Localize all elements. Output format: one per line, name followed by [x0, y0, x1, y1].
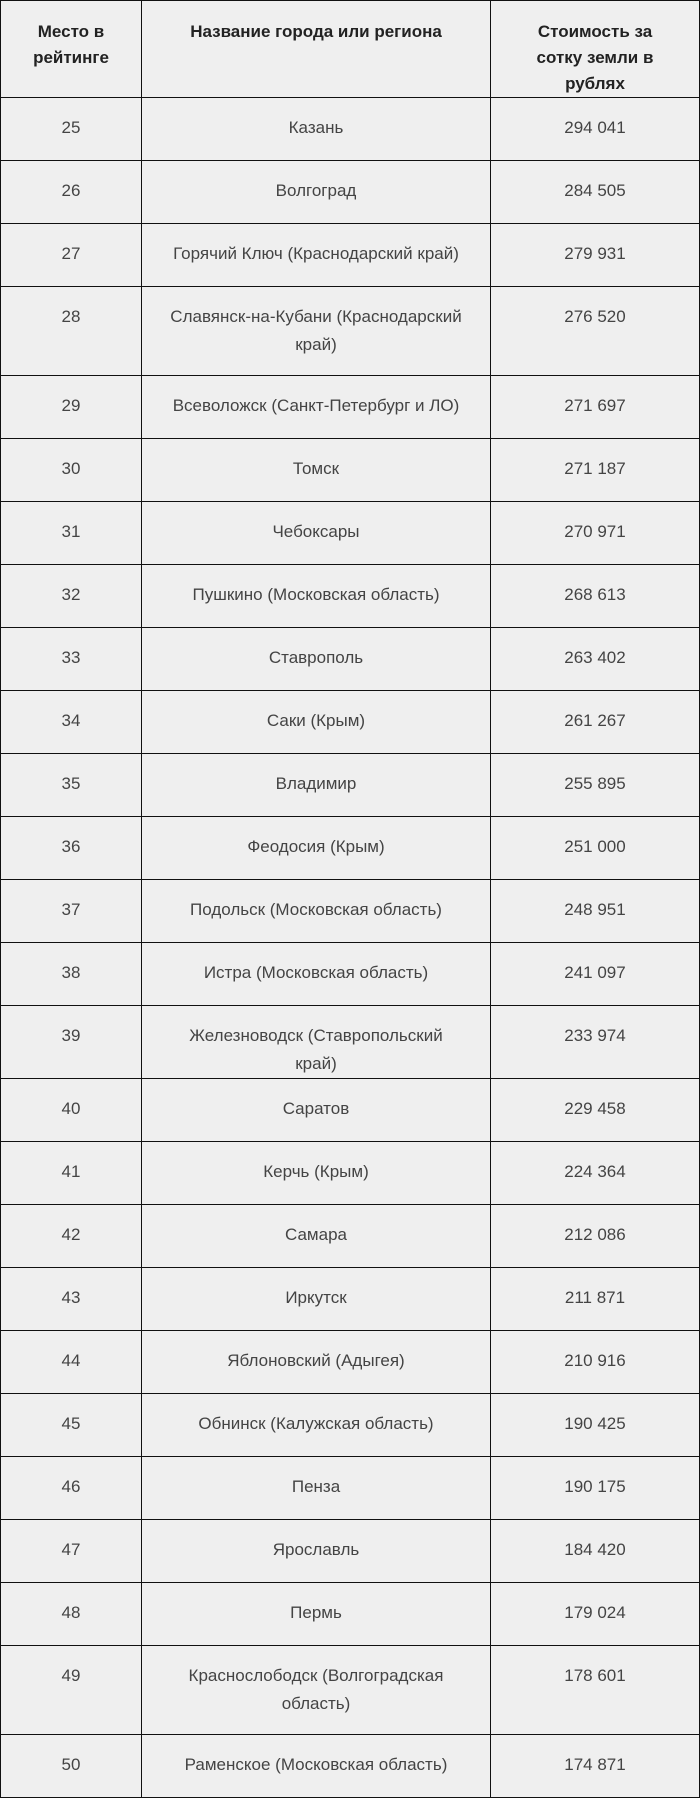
price-cell: 211 871 [491, 1268, 700, 1331]
city-cell: Саратов [142, 1079, 491, 1142]
price-cell: 261 267 [491, 691, 700, 754]
rank-cell: 40 [1, 1079, 142, 1142]
city-cell: Ярославль [142, 1520, 491, 1583]
table-row [1, 161, 700, 224]
rank-cell: 29 [1, 376, 142, 439]
rank-cell: 50 [1, 1735, 142, 1798]
price-cell: 224 364 [491, 1142, 700, 1205]
price-cell: 255 895 [491, 754, 700, 817]
table-row [1, 376, 700, 439]
price-cell: 279 931 [491, 224, 700, 287]
rank-cell: 34 [1, 691, 142, 754]
table-row [1, 1583, 700, 1646]
rank-cell: 42 [1, 1205, 142, 1268]
city-cell: Пенза [142, 1457, 491, 1520]
price-cell: 276 520 [491, 287, 700, 376]
table-row [1, 1268, 700, 1331]
table-row [1, 1006, 700, 1079]
rank-cell: 43 [1, 1268, 142, 1331]
rank-cell: 27 [1, 224, 142, 287]
price-cell: 251 000 [491, 817, 700, 880]
rank-cell: 35 [1, 754, 142, 817]
rank-cell: 32 [1, 565, 142, 628]
table-row [1, 1079, 700, 1142]
price-cell: 294 041 [491, 98, 700, 161]
table-row [1, 691, 700, 754]
table-row [1, 1205, 700, 1268]
price-cell: 174 871 [491, 1735, 700, 1798]
price-cell: 233 974 [491, 1006, 700, 1079]
city-cell: Иркутск [142, 1268, 491, 1331]
city-cell: Ставрополь [142, 628, 491, 691]
rank-cell: 45 [1, 1394, 142, 1457]
city-cell: Всеволожск (Санкт-Петербург и ЛО) [142, 376, 491, 439]
price-cell: 284 505 [491, 161, 700, 224]
table-row [1, 1394, 700, 1457]
city-cell: Саки (Крым) [142, 691, 491, 754]
header-row [1, 1, 700, 98]
table-row [1, 1520, 700, 1583]
city-cell: Горячий Ключ (Краснодарский край) [142, 224, 491, 287]
price-cell: 263 402 [491, 628, 700, 691]
table-row [1, 1142, 700, 1205]
city-cell: Пушкино (Московская область) [142, 565, 491, 628]
city-cell: Самара [142, 1205, 491, 1268]
price-cell: 210 916 [491, 1331, 700, 1394]
price-cell: 241 097 [491, 943, 700, 1006]
header-rank: Место в рейтинге [1, 1, 142, 98]
header-price: Стоимость за сотку земли в рублях [491, 1, 700, 98]
price-cell: 179 024 [491, 1583, 700, 1646]
table-row [1, 1331, 700, 1394]
table-row [1, 880, 700, 943]
price-cell: 271 697 [491, 376, 700, 439]
table-row [1, 628, 700, 691]
table-row [1, 565, 700, 628]
table-row [1, 1646, 700, 1735]
table-row [1, 224, 700, 287]
rank-cell: 46 [1, 1457, 142, 1520]
city-cell: Раменское (Московская область) [142, 1735, 491, 1798]
city-cell: Томск [142, 439, 491, 502]
rank-cell: 44 [1, 1331, 142, 1394]
rank-cell: 33 [1, 628, 142, 691]
table-row [1, 502, 700, 565]
city-cell: Обнинск (Калужская область) [142, 1394, 491, 1457]
city-cell: Чебоксары [142, 502, 491, 565]
table-row [1, 817, 700, 880]
rank-cell: 48 [1, 1583, 142, 1646]
city-cell: Истра (Московская область) [142, 943, 491, 1006]
city-cell: Волгоград [142, 161, 491, 224]
city-cell: Подольск (Московская область) [142, 880, 491, 943]
table-row [1, 439, 700, 502]
rank-cell: 36 [1, 817, 142, 880]
table-row [1, 1457, 700, 1520]
city-cell: Казань [142, 98, 491, 161]
table-header [1, 1, 700, 98]
rank-cell: 49 [1, 1646, 142, 1735]
price-cell: 190 425 [491, 1394, 700, 1457]
city-cell: Керчь (Крым) [142, 1142, 491, 1205]
header-city: Название города или региона [142, 1, 491, 98]
rank-cell: 28 [1, 287, 142, 376]
table-body [1, 98, 700, 1798]
city-cell: Пермь [142, 1583, 491, 1646]
rank-cell: 47 [1, 1520, 142, 1583]
price-cell: 178 601 [491, 1646, 700, 1735]
price-cell: 184 420 [491, 1520, 700, 1583]
table-row [1, 98, 700, 161]
price-cell: 271 187 [491, 439, 700, 502]
table-row [1, 754, 700, 817]
price-cell: 268 613 [491, 565, 700, 628]
price-cell: 270 971 [491, 502, 700, 565]
city-cell: Железноводск (Ставропольский край) [142, 1006, 491, 1079]
rank-cell: 41 [1, 1142, 142, 1205]
city-cell: Феодосия (Крым) [142, 817, 491, 880]
rank-cell: 25 [1, 98, 142, 161]
price-cell: 212 086 [491, 1205, 700, 1268]
price-cell: 190 175 [491, 1457, 700, 1520]
table-row [1, 943, 700, 1006]
city-cell: Владимир [142, 754, 491, 817]
rank-cell: 39 [1, 1006, 142, 1079]
price-cell: 248 951 [491, 880, 700, 943]
city-cell: Краснослободск (Волгоградская область) [142, 1646, 491, 1735]
rank-cell: 31 [1, 502, 142, 565]
rank-cell: 38 [1, 943, 142, 1006]
rank-cell: 30 [1, 439, 142, 502]
price-cell: 229 458 [491, 1079, 700, 1142]
table-row [1, 1735, 700, 1798]
rank-cell: 26 [1, 161, 142, 224]
table-row [1, 287, 700, 376]
city-cell: Яблоновский (Адыгея) [142, 1331, 491, 1394]
rank-cell: 37 [1, 880, 142, 943]
city-cell: Славянск-на-Кубани (Краснодарский край) [142, 287, 491, 376]
